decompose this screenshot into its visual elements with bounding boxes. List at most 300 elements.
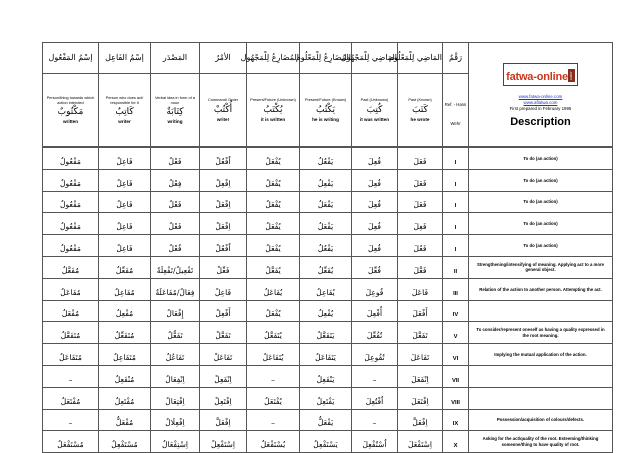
cell-description — [469, 148, 613, 170]
table-row — [43, 409, 613, 431]
cell-agent — [99, 235, 151, 257]
cell-description — [469, 278, 613, 300]
command-text: اِفْتَعِلْ — [214, 396, 232, 406]
description-text: To do (an action) — [523, 221, 558, 227]
cell-patient — [43, 169, 99, 191]
cell-command — [200, 278, 247, 300]
command-text: اِفْعَلْ — [215, 222, 231, 232]
description-text: To do (an action) — [523, 177, 558, 183]
table-row — [43, 169, 613, 191]
cell-agent — [99, 365, 151, 387]
header-patient-en: Person/thing towards which action intended مَكْتُوبٌ written — [43, 74, 99, 147]
verb-forms-body — [42, 147, 613, 453]
cell-form — [443, 365, 469, 387]
past-passive-text: فُعِّلَ — [367, 265, 382, 275]
cell-description — [469, 256, 613, 278]
command-text: اِفْعَلَّ — [215, 418, 231, 428]
cell-past-active — [398, 256, 443, 278]
cell-patient — [43, 278, 99, 300]
past-active-text: فَعَلَ — [413, 200, 427, 210]
patient-text: مَفْعُولٌ — [59, 244, 81, 254]
cell-masdar — [151, 148, 200, 170]
past-active-text: فَعُلَ — [413, 244, 427, 254]
cell-form — [443, 169, 469, 191]
masdar-text: فَعْلٌ — [168, 200, 182, 210]
past-active-text: اِفْعَلَّ — [412, 418, 428, 428]
cell-description — [469, 191, 613, 213]
masdar-text: إِفْعَالٌ — [166, 309, 184, 319]
form-text: I — [454, 181, 457, 188]
cell-present-passive — [247, 409, 300, 431]
cell-masdar — [151, 191, 200, 213]
cell-command — [200, 387, 247, 409]
cell-agent — [99, 213, 151, 235]
cell-past-active — [398, 322, 443, 344]
cell-present-active — [300, 387, 352, 409]
cell-command — [200, 191, 247, 213]
command-text: اِفْعَلْ — [215, 200, 231, 210]
cell-past-passive — [352, 169, 398, 191]
cell-past-passive — [352, 387, 398, 409]
cell-patient — [43, 256, 99, 278]
past-active-text: فَاعَلَ — [411, 287, 429, 297]
cell-patient — [43, 148, 99, 170]
cell-present-passive — [247, 387, 300, 409]
cell-masdar — [151, 322, 200, 344]
cell-present-passive — [247, 235, 300, 257]
cell-patient — [43, 235, 99, 257]
cell-past-passive — [352, 278, 398, 300]
cell-masdar — [151, 235, 200, 257]
patient-text: مَفْعُولٌ — [59, 200, 81, 210]
branding-cell — [469, 43, 613, 147]
cell-present-active — [300, 300, 352, 322]
header-present-active-ar: المُضَارِعُ لِلْمَعْلُوم — [300, 43, 352, 74]
command-text: اِسْتَفْعِلْ — [210, 440, 236, 450]
present-passive-text: يُتَفَاعَلُ — [262, 353, 284, 363]
table-row — [43, 278, 613, 300]
header-past-active-en: Past (Known) كَتَبَ he wrote — [398, 74, 443, 147]
present-active-text: يَفْعِلُ — [317, 178, 334, 188]
cell-past-passive — [352, 365, 398, 387]
command-text: فَعِّلْ — [216, 265, 230, 275]
cell-command — [200, 431, 247, 453]
cell-past-passive — [352, 344, 398, 366]
cell-past-active — [398, 344, 443, 366]
agent-text: فَاعِلٌ — [116, 200, 133, 210]
description-title: Description — [510, 115, 571, 128]
cell-form — [443, 278, 469, 300]
cell-present-active — [300, 431, 352, 453]
present-active-text: يُفَاعِلُ — [316, 287, 335, 297]
cell-description — [469, 322, 613, 344]
cell-patient — [43, 387, 99, 409]
link-fatwa-online[interactable]: www.fatwa-online.com — [518, 94, 563, 100]
header-number-ar: رَقْمٌ — [443, 43, 469, 74]
command-text: اُفْعُلْ — [215, 156, 231, 166]
form-text: VII — [451, 377, 460, 384]
cell-present-passive — [247, 365, 300, 387]
cell-agent — [99, 191, 151, 213]
cell-description — [469, 409, 613, 431]
header-agent-ar: إسْمُ الفَاعِل — [99, 43, 151, 74]
masdar-text: فِعْلٌ — [168, 178, 182, 188]
fatwa-online-logo — [503, 63, 578, 86]
present-active-text: يَفْتَعِلُ — [316, 396, 335, 406]
table-row — [43, 213, 613, 235]
cell-form — [443, 431, 469, 453]
cell-past-passive — [352, 213, 398, 235]
cell-command — [200, 409, 247, 431]
cell-agent — [99, 322, 151, 344]
cell-present-active — [300, 409, 352, 431]
cell-past-passive — [352, 191, 398, 213]
past-active-text: فَعَّلَ — [413, 265, 427, 275]
cell-past-passive — [352, 431, 398, 453]
table-row — [43, 365, 613, 387]
cell-form — [443, 148, 469, 170]
cell-patient — [43, 191, 99, 213]
cell-past-passive — [352, 235, 398, 257]
form-text: I — [454, 203, 457, 210]
command-text: تَفَعَّلْ — [215, 331, 231, 341]
cell-present-active — [300, 235, 352, 257]
cell-masdar — [151, 278, 200, 300]
cell-description — [469, 169, 613, 191]
cell-past-passive — [352, 300, 398, 322]
description-text: Strengthening/intensifying of meaning. Applying act to a more general object. — [476, 262, 605, 273]
cell-past-active — [398, 300, 443, 322]
header-past-passive-ar: المَاضِي لِلْمَجْهُول — [352, 43, 398, 74]
cell-form — [443, 191, 469, 213]
present-passive-text: يُفَاعَلُ — [263, 287, 283, 297]
cell-description — [469, 300, 613, 322]
cell-present-passive — [247, 322, 300, 344]
cell-masdar — [151, 344, 200, 366]
cell-form — [443, 322, 469, 344]
cell-form — [443, 344, 469, 366]
present-active-text: يُفَعِّلُ — [317, 265, 334, 275]
agent-text: فَاعِلٌ — [116, 222, 133, 232]
cell-present-passive — [247, 213, 300, 235]
cell-agent — [99, 300, 151, 322]
cell-masdar — [151, 409, 200, 431]
cell-form — [443, 213, 469, 235]
description-text: Possession/acquisition of colours/defects. — [496, 417, 585, 423]
form-text: IX — [452, 421, 459, 428]
present-active-text: يَفْعَلُّ — [317, 418, 334, 428]
table-row — [43, 191, 613, 213]
header-ref: Ref. - Hans Wehr — [443, 74, 469, 147]
cell-present-passive — [247, 278, 300, 300]
cell-agent — [99, 169, 151, 191]
cell-form — [443, 300, 469, 322]
cell-past-passive — [352, 148, 398, 170]
cell-past-active — [398, 213, 443, 235]
cell-masdar — [151, 431, 200, 453]
cell-present-active — [300, 148, 352, 170]
header-past-passive-en: Past (Unknown) كُتِبَ it was written — [352, 74, 398, 147]
cell-patient — [43, 344, 99, 366]
cell-past-passive — [352, 322, 398, 344]
cell-description — [469, 213, 613, 235]
header-agent-en: Person who does act/ responsible for it كَاتِبٌ writer — [99, 74, 151, 147]
agent-text: مُفْعِلٌ — [115, 309, 134, 319]
cell-form — [443, 256, 469, 278]
table-row — [43, 322, 613, 344]
past-active-text: تَفَعَّلَ — [412, 331, 428, 341]
description-text: To do (an action) — [523, 199, 558, 205]
cell-agent — [99, 431, 151, 453]
cell-description — [469, 387, 613, 409]
form-text: I — [454, 247, 457, 254]
description-text: Implying the mutual application of the action. — [494, 351, 587, 357]
cell-present-passive — [247, 191, 300, 213]
form-text: I — [454, 225, 457, 232]
cell-present-active — [300, 256, 352, 278]
table-row — [43, 300, 613, 322]
agent-text: فَاعِلٌ — [116, 244, 133, 254]
past-active-text: أَفْعَلَ — [412, 309, 428, 319]
past-active-text: اِنْفَعَلَ — [411, 374, 429, 384]
logo-text: fatwa-online — [506, 71, 568, 84]
form-text: IV — [452, 312, 459, 319]
past-passive-text: فُعِلَ — [367, 222, 382, 232]
cell-command — [200, 322, 247, 344]
patient-text: مُتَفَاعَلٌ — [59, 353, 82, 363]
table-row — [43, 431, 613, 453]
cell-present-passive — [247, 256, 300, 278]
table-row — [43, 148, 613, 170]
present-active-text: يَفْعَلُ — [317, 222, 334, 232]
form-text: II — [453, 268, 458, 275]
present-active-text: يَتَفَعَّلُ — [316, 331, 335, 341]
cell-command — [200, 213, 247, 235]
past-active-text: اِسْتَفْعَلَ — [407, 440, 433, 450]
past-passive-text: اُفْتُعِلَ — [365, 396, 384, 406]
masdar-text: اِفْتِعَالٌ — [165, 396, 185, 406]
cell-command — [200, 148, 247, 170]
patient-text: مَفْعُولٌ — [59, 178, 81, 188]
agent-text: مُسْتَفْعِلٌ — [111, 440, 138, 450]
patient-text: مَفْعُولٌ — [59, 156, 81, 166]
present-passive-text: – — [271, 374, 275, 384]
patient-text: – — [68, 418, 73, 428]
present-active-text: يَنْفَعِلُ — [316, 374, 335, 384]
table-row — [43, 344, 613, 366]
present-passive-text: يُفْعَلُ — [265, 244, 281, 254]
present-active-text: يَتَفَاعَلُ — [315, 353, 336, 363]
present-passive-text: يُفْعَلُ — [265, 178, 281, 188]
form-text: VI — [452, 356, 459, 363]
cell-past-active — [398, 191, 443, 213]
header-command-en: Command/ Order أُكْتُبْ write! — [200, 74, 247, 147]
table-row — [43, 235, 613, 257]
header-masdar-ar: المَصْدَر — [151, 43, 200, 74]
cell-present-passive — [247, 344, 300, 366]
header-masdar-en: Verbal idea in form of a noun كِتَابَةٌ writing — [151, 74, 200, 147]
masdar-text: اِنْفِعَالٌ — [165, 374, 185, 384]
link-aflatwa[interactable]: www.aflatwa.com — [523, 100, 558, 106]
cell-present-active — [300, 213, 352, 235]
present-active-text: يُفْعِلُ — [317, 309, 334, 319]
cell-command — [200, 365, 247, 387]
patient-text: مُفَعَّلٌ — [61, 265, 80, 275]
command-text: اُفْعُلْ — [215, 244, 231, 254]
past-passive-text: تُفُعِّلَ — [366, 331, 383, 341]
header-present-passive-ar: المُضَارِعُ لِلْمَجْهُول — [247, 43, 300, 74]
masdar-text: تَفْعِيلٌ/تَفْعِلَةٌ — [156, 265, 194, 275]
command-text: اِفْعِلْ — [215, 178, 231, 188]
branding-links — [469, 94, 612, 112]
patient-text: مَفْعُولٌ — [59, 222, 81, 232]
cell-present-active — [300, 278, 352, 300]
present-active-text: يَفْعُلُ — [317, 156, 334, 166]
cell-past-active — [398, 365, 443, 387]
cell-past-passive — [352, 256, 398, 278]
past-passive-text: – — [372, 374, 377, 384]
masdar-text: اِفْعِلَالٌ — [165, 418, 185, 428]
cell-command — [200, 344, 247, 366]
form-text: X — [453, 443, 458, 450]
cell-form — [443, 387, 469, 409]
past-passive-text: فُعِلَ — [367, 244, 382, 254]
present-passive-text: يُفْعَلُ — [265, 222, 281, 232]
command-text: أَفْعِلْ — [215, 309, 231, 319]
cell-masdar — [151, 365, 200, 387]
past-active-text: فَعَلَ — [413, 178, 427, 188]
cell-command — [200, 256, 247, 278]
cell-patient — [43, 431, 99, 453]
masdar-text: فَعْلٌ — [168, 156, 182, 166]
description-text: To do (an action) — [523, 155, 558, 161]
present-passive-text: يُسْتَفْعَلُ — [260, 440, 286, 450]
cell-agent — [99, 256, 151, 278]
present-passive-text: – — [271, 418, 275, 428]
masdar-text: فَعْلٌ — [168, 222, 182, 232]
cell-agent — [99, 387, 151, 409]
present-passive-text: يُفْعَلُ — [265, 156, 281, 166]
cell-present-active — [300, 169, 352, 191]
header-patient-ar: إسْمُ المَفْعُول — [43, 43, 99, 74]
form-text: V — [453, 334, 458, 341]
agent-text: مُفَعِّلٌ — [115, 265, 134, 275]
cell-present-active — [300, 365, 352, 387]
past-active-text: فَعَلَ — [413, 156, 427, 166]
table-row — [43, 387, 613, 409]
agent-text: مُفْعَلٌّ — [115, 418, 134, 428]
agent-text: مُنْفَعِلٌ — [114, 374, 135, 384]
command-text: فَاعِلْ — [214, 287, 232, 297]
cell-masdar — [151, 169, 200, 191]
header-present-active-en: Present/Future (Known) يَكْتُبُ he is writing — [300, 74, 352, 147]
patient-text: – — [68, 374, 73, 384]
present-active-text: يَفْعَلُ — [317, 200, 334, 210]
cell-past-active — [398, 387, 443, 409]
past-active-text: تَفَاعَلَ — [410, 353, 430, 363]
form-text: III — [453, 290, 458, 297]
past-passive-text: اُسْتُفْعِلَ — [362, 440, 387, 450]
prepared-note: First prepared in February 1995 — [509, 105, 572, 111]
cell-description — [469, 431, 613, 453]
cell-agent — [99, 148, 151, 170]
cell-past-active — [398, 278, 443, 300]
past-passive-text: أُفْعِلَ — [366, 309, 383, 319]
cell-present-active — [300, 322, 352, 344]
cell-past-active — [398, 431, 443, 453]
agent-text: فَاعِلٌ — [116, 178, 133, 188]
present-active-text: يَسْتَفْعِلُ — [313, 440, 338, 450]
cell-past-active — [398, 235, 443, 257]
command-text: تَفَاعَلْ — [213, 353, 233, 363]
cell-patient — [43, 322, 99, 344]
cell-present-active — [300, 344, 352, 366]
cell-masdar — [151, 387, 200, 409]
cell-command — [200, 300, 247, 322]
cell-form — [443, 235, 469, 257]
cell-form — [443, 409, 469, 431]
cell-masdar — [151, 213, 200, 235]
patient-text: مُسْتَفْعَلٌ — [57, 440, 84, 450]
past-passive-text: فُعِلَ — [367, 156, 382, 166]
cell-patient — [43, 365, 99, 387]
verb-forms-sheet — [42, 42, 612, 453]
cell-present-passive — [247, 300, 300, 322]
masdar-text: تَفَاعُلٌ — [165, 353, 185, 363]
agent-text: مُفْتَعِلٌ — [114, 396, 135, 406]
cell-past-active — [398, 169, 443, 191]
cell-past-active — [398, 409, 443, 431]
masdar-text: فِعَالٌ/مُفَاعَلَةٌ — [155, 287, 195, 297]
agent-text: مُتَفَاعِلٌ — [113, 353, 136, 363]
past-passive-text: فُعِلَ — [367, 200, 382, 210]
description-text: Relation of the action to another person. Attempting the act. — [479, 286, 602, 292]
patient-text: مُتَفَعَّلٌ — [60, 331, 81, 341]
present-passive-text: يُفْعَلُ — [265, 309, 281, 319]
cell-command — [200, 235, 247, 257]
present-active-text: يَفْعُلُ — [317, 244, 334, 254]
form-text: I — [454, 159, 457, 166]
cell-patient — [43, 300, 99, 322]
description-text: To do (an action) — [523, 242, 558, 248]
cell-present-passive — [247, 169, 300, 191]
cell-agent — [99, 409, 151, 431]
command-text: اِنْفَعِلْ — [214, 374, 232, 384]
masdar-text: فُعْلٌ — [168, 244, 182, 254]
present-passive-text: يُفْتَعَلُ — [264, 396, 282, 406]
agent-text: مُتَفَعِّلٌ — [114, 331, 135, 341]
header-present-passive-en: Present/Future (Unknown) يُكْتَبُ it is written — [247, 74, 300, 147]
cell-masdar — [151, 256, 200, 278]
patient-text: مُفْعَلٌ — [61, 309, 80, 319]
present-passive-text: يُفْعَلُ — [265, 200, 281, 210]
cell-description — [469, 344, 613, 366]
cell-past-active — [398, 148, 443, 170]
agent-text: مُفَاعِلٌ — [114, 287, 135, 297]
header-past-active-ar: المَاضِي لِلْمَعْلُوم — [398, 43, 443, 74]
cell-description — [469, 235, 613, 257]
masdar-text: اِسْتِفْعَالٌ — [161, 440, 189, 450]
verb-forms-table — [42, 42, 613, 147]
present-passive-text: يُتَفَعَّلُ — [264, 331, 282, 341]
present-passive-text: يُفَعَّلُ — [265, 265, 281, 275]
logo-badge: .com — [568, 71, 574, 80]
table-row — [43, 256, 613, 278]
cell-patient — [43, 409, 99, 431]
patient-text: مُفْتَعَلٌ — [60, 396, 81, 406]
past-passive-text: تُفُوعِلَ — [364, 353, 385, 363]
cell-patient — [43, 213, 99, 235]
